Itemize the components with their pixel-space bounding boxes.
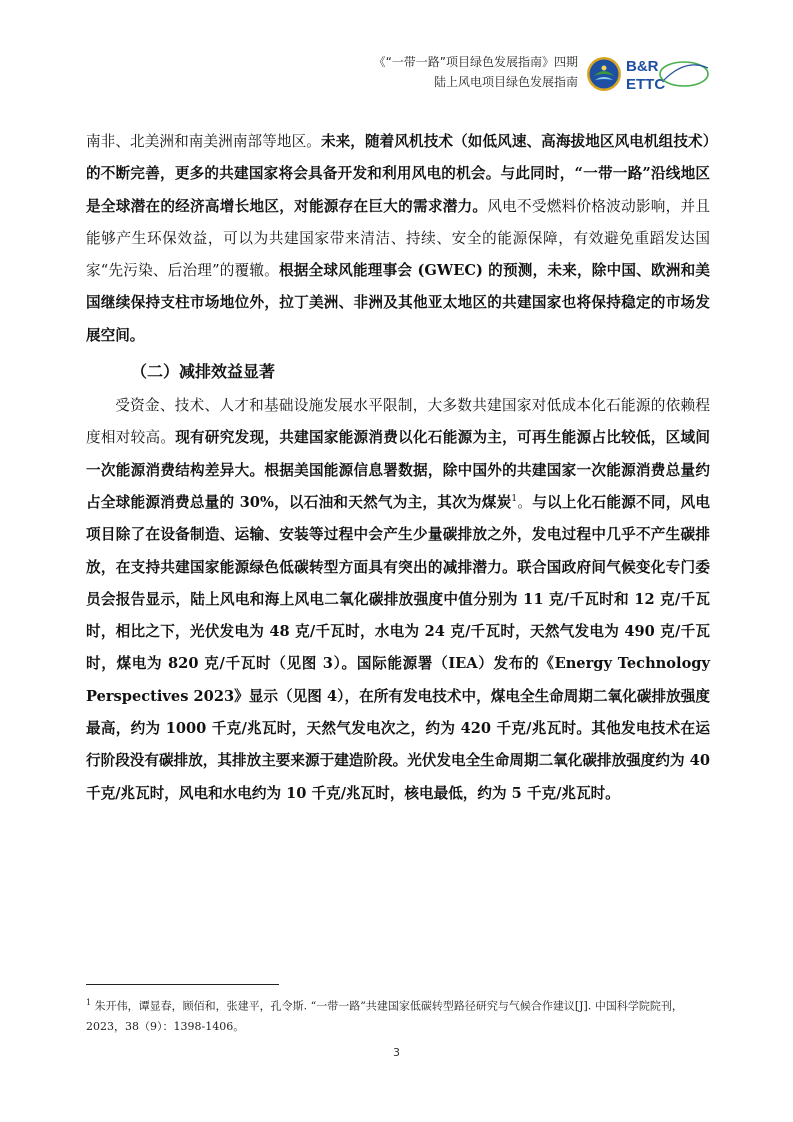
- paragraph-wind-outlook: 南非、北美洲和南美洲南部等地区。未来，随着风机技术（如低风速、高海拔地区风电机组技术）的不断完善，更多的共建国家将会具备开发和利用风电的机会。与此同时，“一带一路”沿线地区是全球潜在的经济高增长地区，对能源存在巨大的需求潜力。风电不受燃料价格波动影响，并且能够产生环保效益，可以为共建国家带来清洁、持续、安全的能源保障，有效避免重蹈发达国家“先污染、后治理”的覆辙。根据全球风能理事会 (GWEC) 的预测，未来，除中国、欧洲和美国继续保持支柱市场地位外，拉丁美洲、非洲及其他亚太地区的共建国家也将保持稳定的市场发展空间。: [86, 133, 710, 344]
- br-ettc-logo: [624, 54, 710, 94]
- paragraph-emission-benefits: 受资金、技术、人才和基础设施发展水平限制，大多数共建国家对低成本化石能源的依赖程度相对较高。现有研究发现，共建国家能源消费以化石能源为主，可再生能源占比较低，区域间一次能源消费结构差异大。根据美国能源信息署数据，除中国外的共建国家一次能源消费总量约占全球能源消费总量的 30%，以石油和天然气为主，其次为煤炭$^1$。与以上化石能源不同，风电项目除了在设备制造、运输、安装等过程中会产生少量碳排放之外，发电过程中几乎不产生碳排放，在支持共建国家能源绿色低碳转型方面具有突出的减排潜力。联合国政府间气候变化专门委员会报告显示，陆上风电和海上风电二氧化碳排放强度中值分别为 11 克/千瓦时和 12 克/千瓦时，相比之下，光伏发电为 48 克/千瓦时，水电为 24 克/千瓦时，天然气发电为 490 克/千瓦时，煤电为 820 克/千瓦时（见图 3）。国际能源署（IEA）发布的《Energy Technology Perspectives 2023》显示（见图 4），在所有发电技术中，煤电全生命周期二氧化碳排放强度最高，约为 1000 千克/兆瓦时，天然气发电次之，约为 420 千克/兆瓦时。其他发电技术在运行阶段没有碳排放，其排放主要来源于建造阶段。光伏发电全生命周期二氧化碳排放强度约为 40 千克/兆瓦时，风电和水电约为 10 千克/兆瓦时，核电最低，约为 5 千克/兆瓦时。: [86, 397, 710, 802]
- footnote-reference[interactable]: 1: [511, 494, 518, 505]
- footnote-marker: 1: [86, 998, 92, 1007]
- footnote-text: 朱开伟，谭显春，顾佰和，张建平，孔令斯. “一带一路”共建国家低碳转型路径研究与气候合作建议[J]. 中国科学院院刊，2023，38（9）：1398-1406。: [86, 999, 683, 1033]
- header-series-title: 《“一带一路”项目绿色发展指南》四期: [373, 55, 578, 69]
- main-body: [86, 126, 710, 810]
- brand-top-text: B&R: [626, 58, 659, 75]
- section-heading-emission-benefits: （二）减排效益显著: [131, 362, 276, 382]
- page-header: [300, 50, 710, 100]
- belt-and-road-seal-icon: [586, 56, 622, 92]
- header-title-block: [374, 52, 578, 92]
- brand-bottom-text: ETTC: [626, 76, 666, 93]
- header-guide-title: 陆上风电项目绿色发展指南: [433, 75, 578, 89]
- footnote-divider: [86, 984, 279, 985]
- footnote: [86, 993, 710, 1037]
- page-number: 3: [393, 1046, 400, 1059]
